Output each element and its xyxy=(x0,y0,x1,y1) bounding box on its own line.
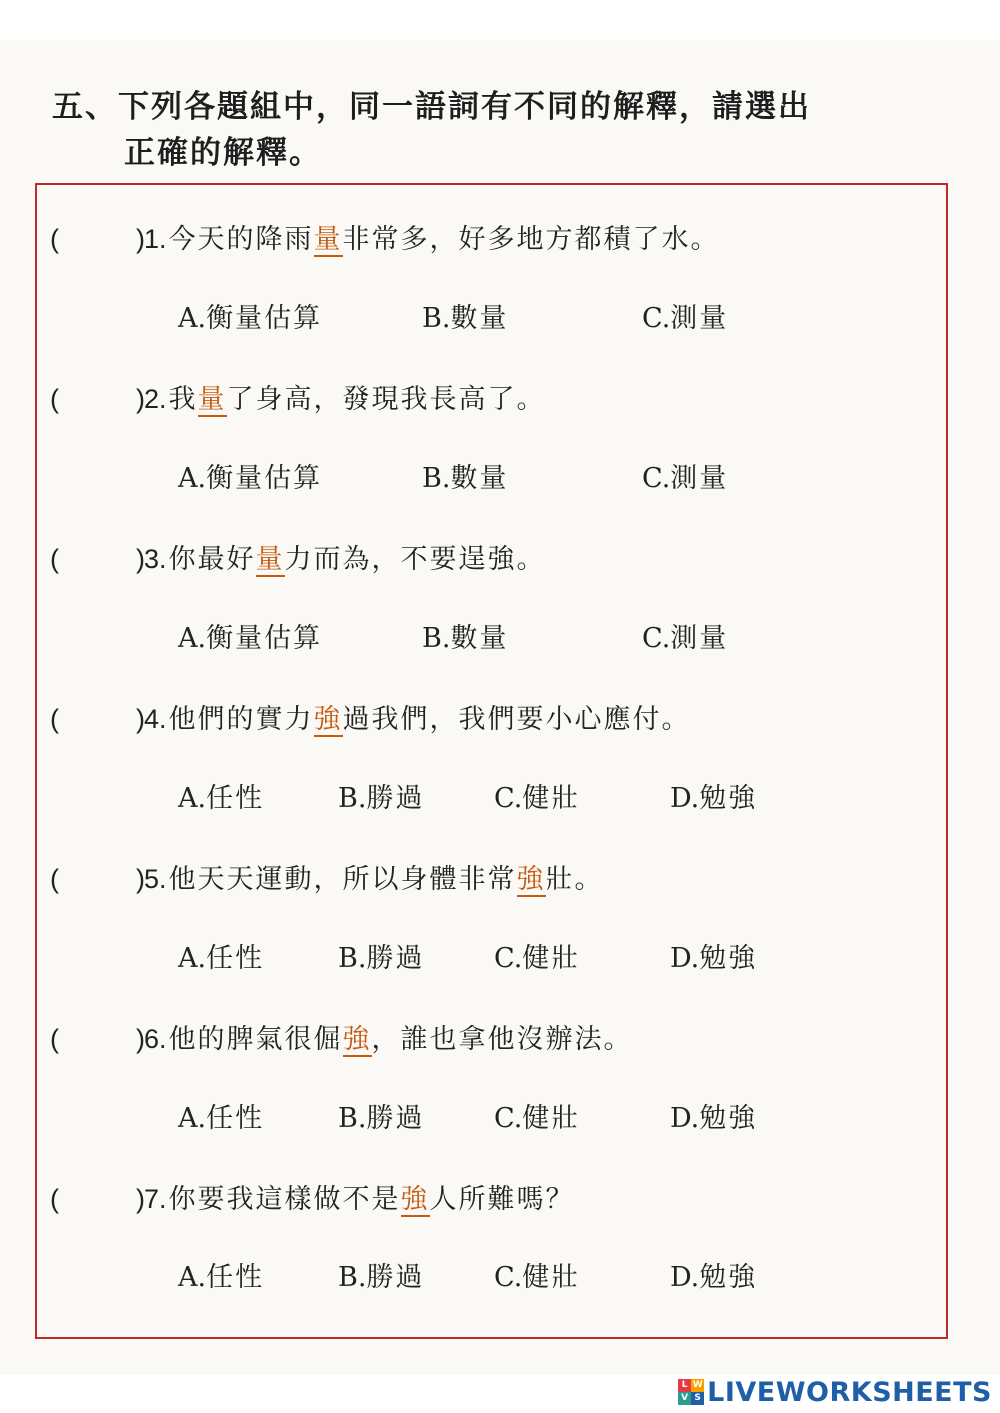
text-before: 你要我這樣做不是 xyxy=(168,1184,401,1215)
keyword-highlight: 強 xyxy=(400,1184,430,1215)
option-5d: D.勉強 xyxy=(670,943,758,974)
questions-frame xyxy=(35,183,948,1339)
option-7c: C.健壯 xyxy=(494,1262,581,1293)
option-2c: C.測量 xyxy=(642,463,729,494)
question-number: 6. xyxy=(144,1024,167,1054)
question-text xyxy=(144,219,720,260)
question-number: 3. xyxy=(144,544,167,574)
option-2b: B.數量 xyxy=(422,463,509,494)
watermark-text: LIVEWORKSHEETS xyxy=(707,1376,992,1408)
option-3a: A.衡量估算 xyxy=(178,623,323,654)
paren-close: ) xyxy=(136,544,145,574)
question-text xyxy=(144,379,546,420)
option-4a: A.任性 xyxy=(178,783,265,814)
question-text xyxy=(144,539,546,580)
text-before: 今天的降雨 xyxy=(168,224,314,255)
option-6a: A.任性 xyxy=(178,1103,265,1134)
keyword-highlight: 強 xyxy=(342,1024,372,1055)
paren-close: ) xyxy=(136,704,145,734)
answer-blank-1[interactable] xyxy=(62,221,136,257)
section-title xyxy=(52,84,952,176)
paren-open: ( xyxy=(50,1024,59,1054)
option-5a: A.任性 xyxy=(178,943,265,974)
title-line-2: 正確的解釋。 xyxy=(124,135,322,171)
text-after: ，誰也拿他沒辦法。 xyxy=(371,1024,633,1055)
answer-blank-5[interactable] xyxy=(62,861,136,897)
question-number: 1. xyxy=(144,224,167,254)
text-before: 他們的實力 xyxy=(168,704,314,735)
keyword-highlight: 量 xyxy=(313,224,343,255)
paren-open: ( xyxy=(50,224,59,254)
paren-close: ) xyxy=(136,864,145,894)
option-5b: B.勝過 xyxy=(338,943,425,974)
option-1b: B.數量 xyxy=(422,303,509,334)
option-5c: C.健壯 xyxy=(494,943,581,974)
option-7d: D.勉強 xyxy=(670,1262,758,1293)
question-number: 7. xyxy=(144,1184,167,1214)
text-after: 了身高，發現我長高了。 xyxy=(226,384,546,415)
text-after: 人所難嗎？ xyxy=(429,1184,575,1215)
option-4d: D.勉強 xyxy=(670,783,758,814)
option-7b: B.勝過 xyxy=(338,1262,425,1293)
liveworksheets-logo-icon: L W V S xyxy=(678,1379,704,1405)
keyword-highlight: 量 xyxy=(197,384,227,415)
question-text xyxy=(144,1019,633,1060)
keyword-highlight: 量 xyxy=(255,544,285,575)
paren-close: ) xyxy=(136,1184,145,1214)
option-2a: A.衡量估算 xyxy=(178,463,323,494)
text-after: 力而為，不要逞強。 xyxy=(284,544,546,575)
option-4c: C.健壯 xyxy=(494,783,581,814)
paren-open: ( xyxy=(50,384,59,414)
answer-blank-7[interactable] xyxy=(62,1181,136,1217)
option-7a: A.任性 xyxy=(178,1262,265,1293)
text-after: 過我們，我們要小心應付。 xyxy=(342,704,691,735)
keyword-highlight: 強 xyxy=(313,704,343,735)
keyword-highlight: 強 xyxy=(516,864,546,895)
text-after: 壯。 xyxy=(545,864,604,895)
text-before: 我 xyxy=(168,384,198,415)
paren-open: ( xyxy=(50,544,59,574)
option-3c: C.測量 xyxy=(642,623,729,654)
option-3b: B.數量 xyxy=(422,623,509,654)
title-line-1: 五、下列各題組中，同一語詞有不同的解釋，請選出 xyxy=(52,89,811,125)
paren-open: ( xyxy=(50,704,59,734)
option-6d: D.勉強 xyxy=(670,1103,758,1134)
text-before: 他天天運動，所以身體非常 xyxy=(168,864,517,895)
question-number: 5. xyxy=(144,864,167,894)
answer-blank-4[interactable] xyxy=(62,701,136,737)
option-6b: B.勝過 xyxy=(338,1103,425,1134)
option-4b: B.勝過 xyxy=(338,783,425,814)
option-6c: C.健壯 xyxy=(494,1103,581,1134)
paren-close: ) xyxy=(136,224,145,254)
liveworksheets-watermark[interactable] xyxy=(678,1374,992,1410)
answer-blank-2[interactable] xyxy=(62,381,136,417)
option-1c: C.測量 xyxy=(642,303,729,334)
question-number: 4. xyxy=(144,704,167,734)
text-before: 他的脾氣很倔 xyxy=(168,1024,343,1055)
question-text xyxy=(144,1179,575,1220)
paren-open: ( xyxy=(50,864,59,894)
text-before: 你最好 xyxy=(168,544,256,575)
paren-close: ) xyxy=(136,384,145,414)
paren-open: ( xyxy=(50,1184,59,1214)
question-text xyxy=(144,859,604,900)
text-after: 非常多，好多地方都積了水。 xyxy=(342,224,720,255)
answer-blank-6[interactable] xyxy=(62,1021,136,1057)
option-1a: A.衡量估算 xyxy=(178,303,323,334)
paren-close: ) xyxy=(136,1024,145,1054)
answer-blank-3[interactable] xyxy=(62,541,136,577)
question-text xyxy=(144,699,691,740)
question-number: 2. xyxy=(144,384,167,414)
